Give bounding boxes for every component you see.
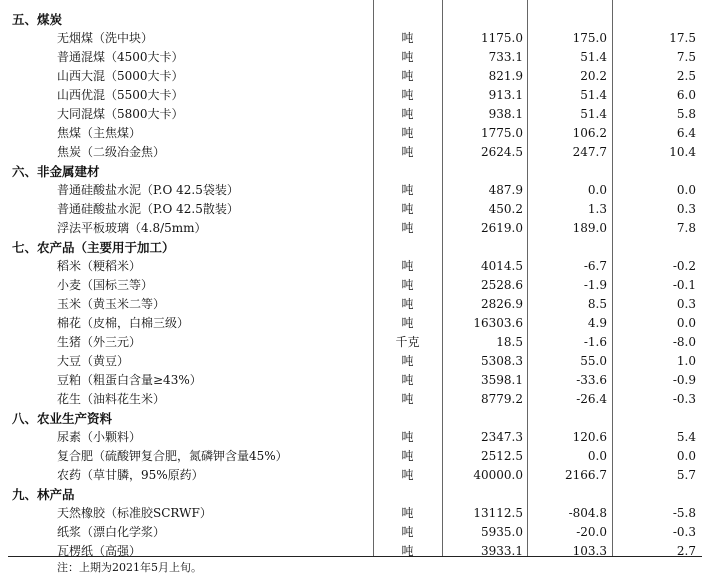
item-change: 103.3 bbox=[572, 544, 607, 558]
item-change-pct: -8.0 bbox=[672, 335, 696, 349]
section-title: 九、林产品 bbox=[12, 487, 75, 502]
table-row bbox=[0, 257, 710, 276]
table-row bbox=[0, 390, 710, 409]
item-price: 2619.0 bbox=[481, 221, 523, 235]
item-change-pct: -0.9 bbox=[672, 373, 696, 387]
table-row bbox=[0, 333, 710, 352]
item-unit: 吨 bbox=[401, 69, 414, 83]
item-price: 1775.0 bbox=[481, 126, 523, 140]
item-name: 无烟煤（洗中块） bbox=[57, 31, 154, 45]
section-header-row bbox=[0, 162, 710, 181]
section-header-row bbox=[0, 485, 710, 504]
item-price: 2826.9 bbox=[481, 297, 523, 311]
item-change: 247.7 bbox=[572, 145, 607, 159]
item-unit: 吨 bbox=[401, 145, 414, 159]
table-bottom-rule bbox=[8, 556, 702, 557]
item-price: 5308.3 bbox=[481, 354, 523, 368]
item-price: 18.5 bbox=[496, 335, 523, 349]
table-row bbox=[0, 181, 710, 200]
item-unit: 吨 bbox=[401, 468, 414, 482]
item-change: -20.0 bbox=[576, 525, 607, 539]
item-unit: 吨 bbox=[401, 126, 414, 140]
item-price: 16303.6 bbox=[473, 316, 523, 330]
item-name: 山西优混（5500大卡） bbox=[57, 88, 184, 102]
table-row bbox=[0, 200, 710, 219]
item-unit: 吨 bbox=[401, 278, 414, 292]
item-change: -1.6 bbox=[583, 335, 607, 349]
item-name: 农药（草甘膦，95%原药） bbox=[57, 468, 204, 482]
section-title: 八、农业生产资料 bbox=[12, 411, 113, 426]
item-change: -26.4 bbox=[576, 392, 607, 406]
item-name: 大豆（黄豆） bbox=[57, 354, 130, 368]
item-change-pct: 0.0 bbox=[676, 449, 696, 463]
table-row bbox=[0, 295, 710, 314]
item-name: 花生（油料花生米） bbox=[57, 392, 166, 406]
item-price: 733.1 bbox=[488, 50, 523, 64]
item-change-pct: 17.5 bbox=[669, 31, 696, 45]
table-row bbox=[0, 523, 710, 542]
item-price: 5935.0 bbox=[481, 525, 523, 539]
item-change: 51.4 bbox=[580, 107, 607, 121]
item-change-pct: 0.3 bbox=[676, 297, 696, 311]
item-unit: 吨 bbox=[401, 221, 414, 235]
item-price: 2347.3 bbox=[481, 430, 523, 444]
item-change: 20.2 bbox=[580, 69, 607, 83]
item-change-pct: -0.1 bbox=[672, 278, 696, 292]
table-row bbox=[0, 48, 710, 67]
table-row bbox=[0, 466, 710, 485]
item-unit: 吨 bbox=[401, 259, 414, 273]
item-change-pct: 7.5 bbox=[676, 50, 696, 64]
item-change: 0.0 bbox=[587, 449, 607, 463]
item-name: 浮法平板玻璃（4.8/5mm） bbox=[57, 221, 207, 235]
item-change-pct: -0.3 bbox=[672, 392, 696, 406]
item-unit: 吨 bbox=[401, 202, 414, 216]
item-unit: 吨 bbox=[401, 449, 414, 463]
table-row bbox=[0, 314, 710, 333]
item-price: 3933.1 bbox=[481, 544, 523, 558]
item-change-pct: 0.0 bbox=[676, 183, 696, 197]
table-note: 注：上期为2021年5月上旬。 bbox=[57, 561, 202, 574]
item-change: -33.6 bbox=[576, 373, 607, 387]
table-row bbox=[0, 105, 710, 124]
item-unit: 吨 bbox=[401, 354, 414, 368]
item-change: 8.5 bbox=[587, 297, 607, 311]
item-change-pct: 2.5 bbox=[676, 69, 696, 83]
item-price: 2528.6 bbox=[481, 278, 523, 292]
item-change: -804.8 bbox=[568, 506, 607, 520]
item-change: 106.2 bbox=[572, 126, 607, 140]
item-price: 913.1 bbox=[488, 88, 523, 102]
table-row bbox=[0, 29, 710, 48]
table-row bbox=[0, 371, 710, 390]
item-change-pct: -0.3 bbox=[672, 525, 696, 539]
item-unit: 吨 bbox=[401, 297, 414, 311]
item-change-pct: -5.8 bbox=[672, 506, 696, 520]
item-change: 1.3 bbox=[587, 202, 607, 216]
item-change-pct: -0.2 bbox=[672, 259, 696, 273]
item-change: 51.4 bbox=[580, 50, 607, 64]
item-change-pct: 0.0 bbox=[676, 316, 696, 330]
item-name: 稻米（粳稻米） bbox=[57, 259, 142, 273]
item-unit: 吨 bbox=[401, 392, 414, 406]
item-name: 玉米（黄玉米二等） bbox=[57, 297, 166, 311]
item-name: 天然橡胶（标准胶SCRWF） bbox=[57, 506, 212, 520]
item-change: 51.4 bbox=[580, 88, 607, 102]
item-change: 189.0 bbox=[572, 221, 607, 235]
item-name: 普通硅酸盐水泥（P.O 42.5袋装） bbox=[57, 183, 239, 197]
item-unit: 吨 bbox=[401, 316, 414, 330]
item-change-pct: 6.4 bbox=[676, 126, 696, 140]
item-change-pct: 7.8 bbox=[676, 221, 696, 235]
table-row bbox=[0, 67, 710, 86]
item-change: 2166.7 bbox=[565, 468, 607, 482]
item-name: 纸浆（漂白化学浆） bbox=[57, 525, 166, 539]
item-unit: 吨 bbox=[401, 544, 414, 558]
item-name: 棉花（皮棉，白棉三级） bbox=[57, 316, 190, 330]
item-change-pct: 1.0 bbox=[676, 354, 696, 368]
item-name: 普通混煤（4500大卡） bbox=[57, 50, 184, 64]
item-change: 175.0 bbox=[572, 31, 607, 45]
item-name: 尿素（小颗料） bbox=[57, 430, 142, 444]
item-unit: 吨 bbox=[401, 31, 414, 45]
item-change-pct: 5.7 bbox=[676, 468, 696, 482]
item-price: 938.1 bbox=[488, 107, 523, 121]
item-name: 生猪（外三元） bbox=[57, 335, 142, 349]
item-price: 2512.5 bbox=[481, 449, 523, 463]
item-change: 4.9 bbox=[587, 316, 607, 330]
table-row bbox=[0, 428, 710, 447]
table-row bbox=[0, 86, 710, 105]
table-row bbox=[0, 219, 710, 238]
section-header-row bbox=[0, 10, 710, 29]
item-change: 55.0 bbox=[580, 354, 607, 368]
item-name: 普通硅酸盐水泥（P.O 42.5散装） bbox=[57, 202, 239, 216]
item-name: 焦煤（主焦煤） bbox=[57, 126, 142, 140]
table-row bbox=[0, 504, 710, 523]
item-change-pct: 2.7 bbox=[676, 544, 696, 558]
item-change: 0.0 bbox=[587, 183, 607, 197]
item-change: -1.9 bbox=[583, 278, 607, 292]
item-change-pct: 5.8 bbox=[676, 107, 696, 121]
item-unit: 千克 bbox=[395, 335, 420, 349]
item-price: 3598.1 bbox=[481, 373, 523, 387]
table-row bbox=[0, 447, 710, 466]
section-header-row bbox=[0, 238, 710, 257]
item-change: 120.6 bbox=[572, 430, 607, 444]
item-name: 瓦楞纸（高强） bbox=[57, 544, 142, 558]
item-price: 4014.5 bbox=[481, 259, 523, 273]
item-name: 复合肥（硫酸钾复合肥，氮磷钾含量45%） bbox=[57, 449, 288, 463]
item-price: 1175.0 bbox=[481, 31, 523, 45]
item-name: 山西大混（5000大卡） bbox=[57, 69, 184, 83]
table-row bbox=[0, 124, 710, 143]
section-title: 六、非金属建材 bbox=[12, 164, 100, 179]
item-unit: 吨 bbox=[401, 107, 414, 121]
item-name: 焦炭（二级冶金焦） bbox=[57, 145, 166, 159]
section-title: 五、煤炭 bbox=[12, 12, 63, 27]
item-unit: 吨 bbox=[401, 525, 414, 539]
item-price: 40000.0 bbox=[473, 468, 523, 482]
item-unit: 吨 bbox=[401, 373, 414, 387]
item-unit: 吨 bbox=[401, 88, 414, 102]
item-change-pct: 0.3 bbox=[676, 202, 696, 216]
item-name: 豆粕（粗蛋白含量≥43%） bbox=[57, 373, 202, 387]
item-change-pct: 5.4 bbox=[676, 430, 696, 444]
item-change: -6.7 bbox=[583, 259, 607, 273]
section-title: 七、农产品（主要用于加工） bbox=[12, 240, 175, 255]
table-row bbox=[0, 143, 710, 162]
item-unit: 吨 bbox=[401, 506, 414, 520]
item-name: 小麦（国标三等） bbox=[57, 278, 154, 292]
item-unit: 吨 bbox=[401, 50, 414, 64]
table-row bbox=[0, 276, 710, 295]
item-price: 487.9 bbox=[488, 183, 523, 197]
item-price: 13112.5 bbox=[473, 506, 523, 520]
item-price: 2624.5 bbox=[481, 145, 523, 159]
item-price: 8779.2 bbox=[481, 392, 523, 406]
item-name: 大同混煤（5800大卡） bbox=[57, 107, 184, 121]
item-unit: 吨 bbox=[401, 430, 414, 444]
item-unit: 吨 bbox=[401, 183, 414, 197]
item-change-pct: 6.0 bbox=[676, 88, 696, 102]
item-change-pct: 10.4 bbox=[669, 145, 696, 159]
item-price: 821.9 bbox=[488, 69, 523, 83]
table-row bbox=[0, 352, 710, 371]
item-price: 450.2 bbox=[488, 202, 523, 216]
section-header-row bbox=[0, 409, 710, 428]
